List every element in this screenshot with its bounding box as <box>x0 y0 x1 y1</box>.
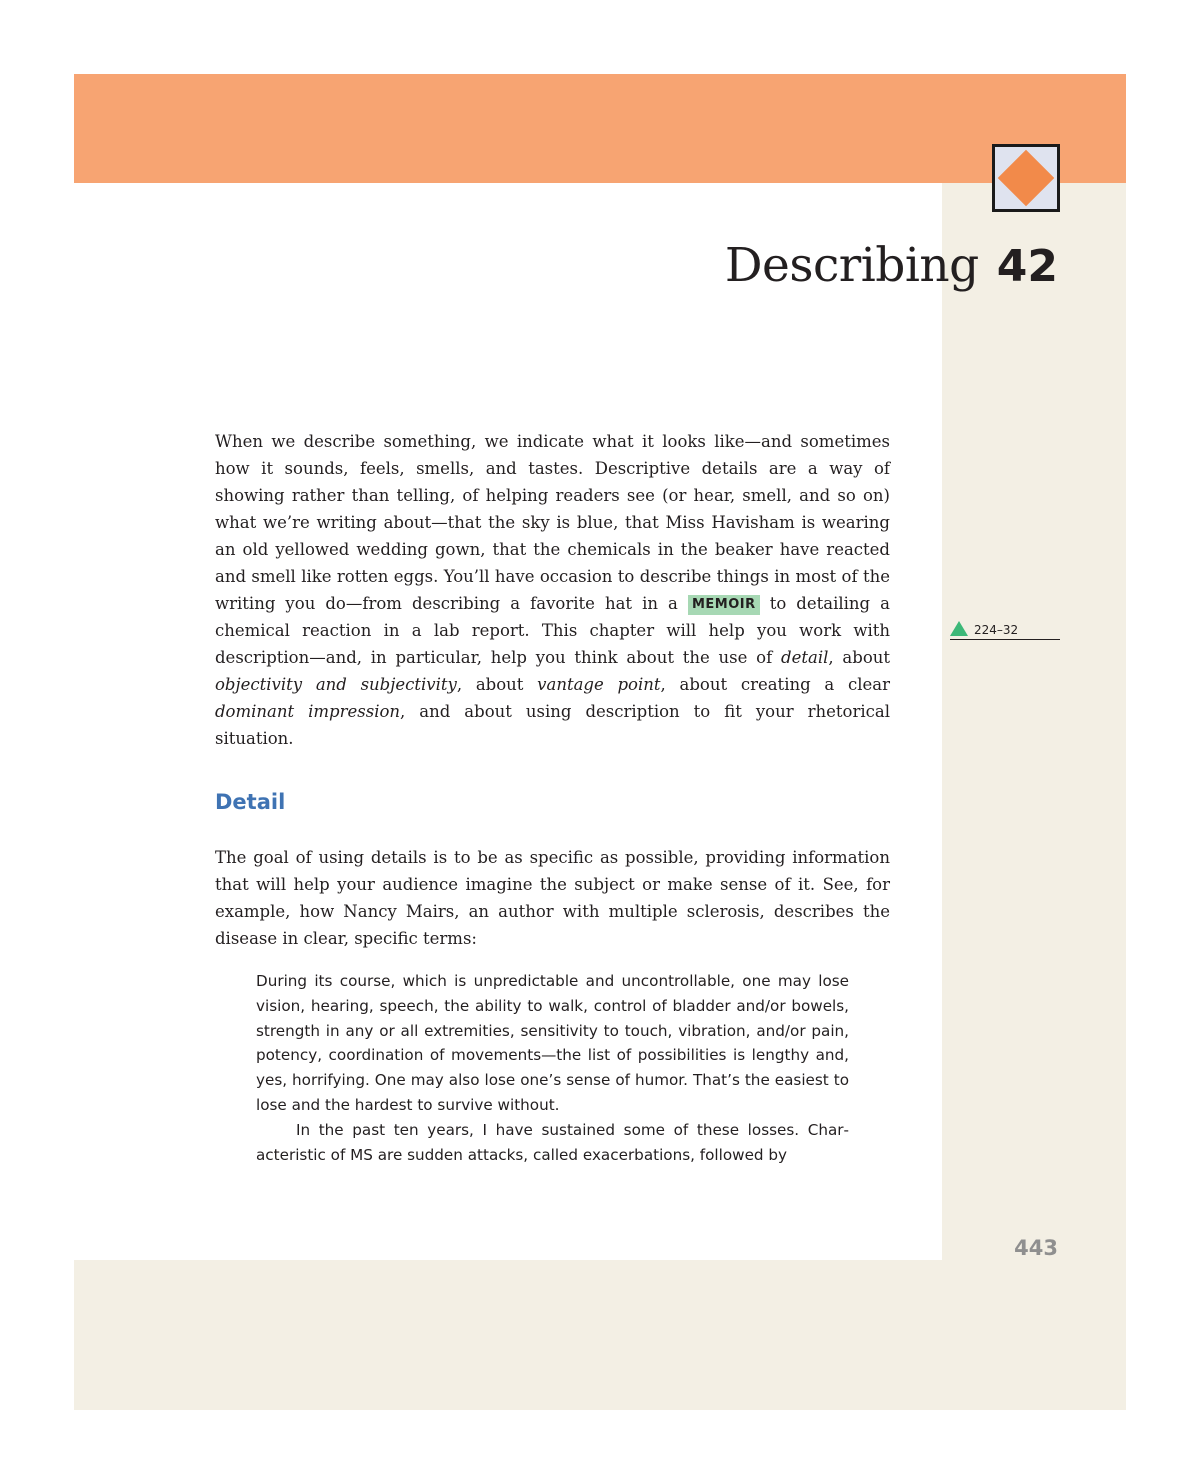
intro-text-3: , and about using description to fit your rhetorical situation. <box>215 702 890 748</box>
chapter-title: Describing <box>724 238 979 293</box>
intro-text-2: to detailing a chemical reaction in a lab report. This chapter will help you work with description—and, in particular, help you think about the use of <box>215 594 891 667</box>
section-heading-detail: Detail <box>215 790 286 814</box>
intro-paragraph <box>215 428 890 752</box>
margin-cross-reference[interactable] <box>950 621 1060 640</box>
margin-column <box>942 183 1126 1410</box>
page-number: 443 <box>1014 1236 1058 1260</box>
triangle-icon <box>950 621 968 636</box>
quote-paragraph-1: During its course, which is unpredictable and uncontrollable, one may lose vision, hearing, speech, the ability to walk, control of bladder and/or bowels, strength in any or all extremities, sensitivity to touch, vibration, and/or pain, potency, coordination of movements—the list of possibilities is lengthy and, yes, horrifying. One may also lose one’s sense of humor. That’s the easiest to lose and the hardest to survive without. <box>256 972 849 1114</box>
chapter-header-band <box>74 74 1126 183</box>
quote-paragraph-2: In the past ten years, I have sustained some of these losses. Characteristic of MS are sudden attacks, called exacerbations, followed by <box>256 1120 849 1164</box>
footer-band <box>74 1260 1126 1410</box>
memoir-link-tag[interactable]: MEMOIR <box>688 595 760 615</box>
page <box>74 74 1126 1410</box>
intro-text-1: When we describe something, we indicate what it looks like—and sometimes how it sounds, feels, smells, and tastes. Descriptive details are a way of showing rather than telling, of helping readers see (or hear, smell, and so on) what we’re writing about—that the sky is blue, that Miss Havisham is wearing an old yellowed wedding gown, that the chemicals in the beaker have reacted and smell like rotten eggs. You’ll have occasion to describe things in most of the writing you do—from describing a favorite hat in a <box>215 432 890 613</box>
detail-paragraph: The goal of using details is to be as specific as possible, providing information that will help your audience imagine the subject or make sense of it. See, for example, how Nancy Mairs, an author with multiple sclerosis, describes the disease in clear, specific terms: <box>215 848 890 948</box>
intro-sep-3: , about creating a clear <box>660 675 890 694</box>
diamond-shape <box>998 150 1055 207</box>
term-vantage-point: vantage point <box>537 675 661 694</box>
term-objectivity: objectivity and subjectivity <box>215 675 457 694</box>
term-dominant-impression: dominant impression <box>215 702 401 721</box>
term-detail: detail <box>781 648 829 667</box>
intro-sep-2: , about <box>456 675 524 694</box>
cross-ref-pages: 224–32 <box>974 623 1019 637</box>
block-quote <box>256 969 849 1167</box>
diamond-icon <box>992 144 1060 212</box>
chapter-heading <box>725 238 1058 293</box>
intro-sep-1: , about <box>828 648 891 667</box>
chapter-number: 42 <box>996 241 1058 292</box>
